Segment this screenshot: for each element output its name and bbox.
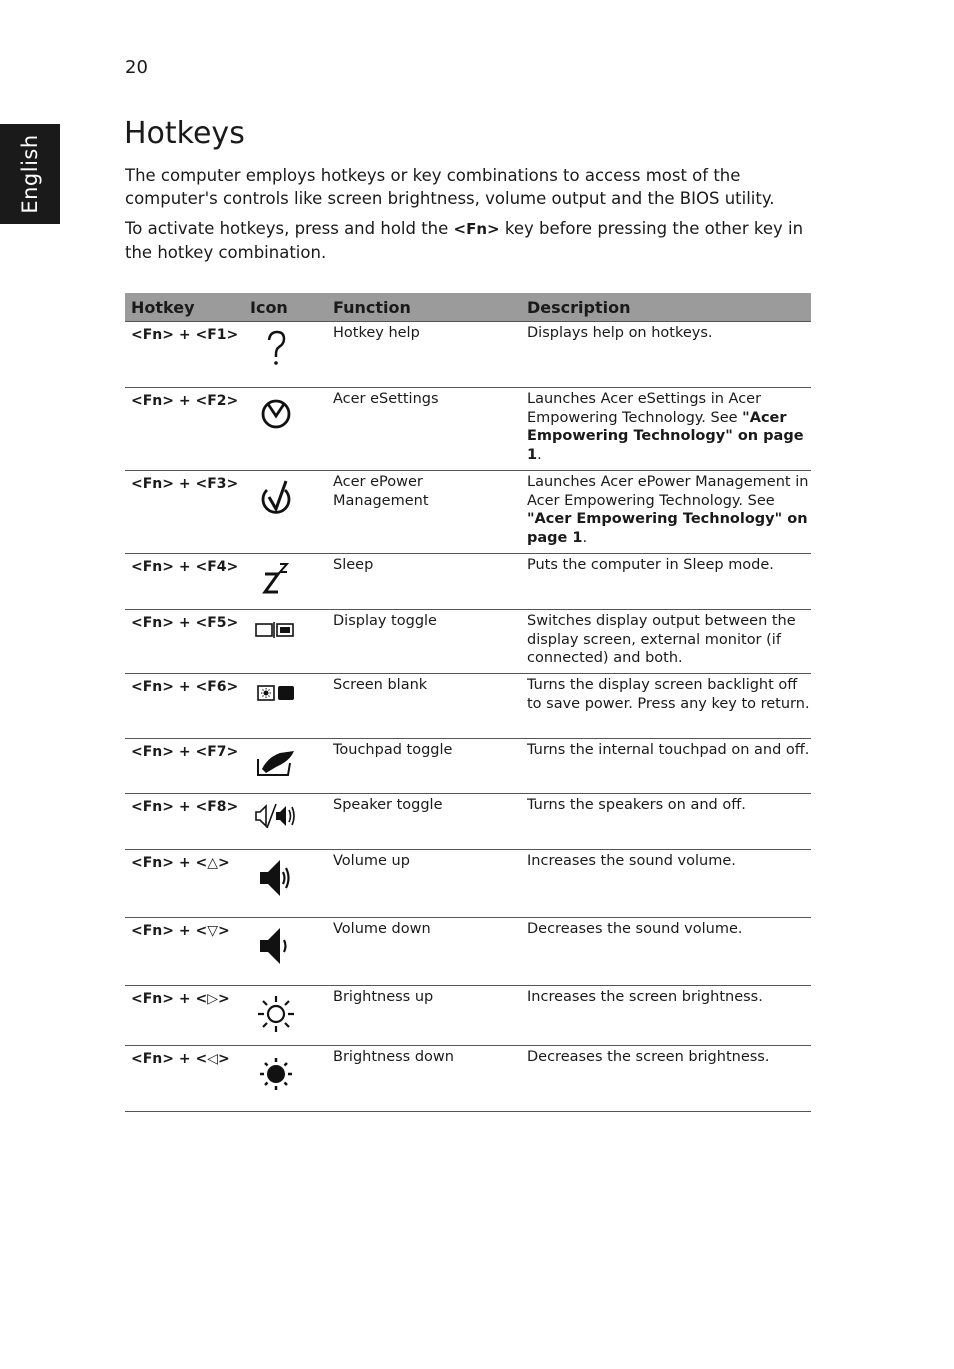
language-side-tab [0,124,60,224]
description-text: Launches Acer eSettings in Acer Empowering Technology. See [527,391,762,426]
function-cell: Touchpad toggle [327,739,521,794]
hotkey-cell: <Fn> + <F4> [125,554,244,610]
fn-key-label: <Fn> [453,220,500,238]
hotkey-cell: <Fn> + <F6> [125,674,244,739]
brightness-up-icon [254,992,298,1036]
hotkey-cell: <Fn> + <▷> [125,986,244,1046]
table-row [125,918,811,986]
page-title: Hotkeys [124,116,245,151]
language-label: English [18,134,42,214]
page-number: 20 [125,57,148,78]
table-row [125,610,811,674]
description-cell: Turns the display screen backlight off to save power. Press any key to return. [521,674,811,739]
description-cell: Turns the internal touchpad on and off. [521,739,811,794]
table-row [125,322,811,388]
esettings-icon [254,394,298,438]
description-cell: Switches display output between the display screen, external monitor (if connected) and both. [521,610,811,674]
intro-paragraph-1: The computer employs hotkeys or key combinations to access most of the computer's controls like screen brightness, volume output and the BIOS utility. [125,166,775,208]
description-cell: Displays help on hotkeys. [521,322,811,388]
function-cell: Display toggle [327,610,521,674]
description-cell [521,471,811,554]
function-cell: Sleep [327,554,521,610]
table-row [125,739,811,794]
description-cell: Increases the sound volume. [521,850,811,918]
table-row [125,850,811,918]
table-row [125,388,811,471]
description-cell: Decreases the sound volume. [521,918,811,986]
function-cell: Hotkey help [327,322,521,388]
question-mark-icon [254,328,298,372]
table-row [125,674,811,739]
epower-icon [254,477,298,521]
hotkey-cell: <Fn> + <F3> [125,471,244,554]
hotkey-cell: <Fn> + <△> [125,850,244,918]
function-cell: Screen blank [327,674,521,739]
hotkey-cell: <Fn> + <▽> [125,918,244,986]
hotkey-cell: <Fn> + <F5> [125,610,244,674]
table-row [125,1046,811,1112]
function-cell: Volume down [327,918,521,986]
volume-up-icon [254,856,298,900]
table-row [125,794,811,850]
function-cell: Acer ePower Management [327,471,521,554]
description-cell: Decreases the screen brightness. [521,1046,811,1112]
hotkey-cell: <Fn> + <F1> [125,322,244,388]
cross-reference: "Acer Empowering Technology" on page 1 [527,511,808,546]
volume-down-icon [254,924,298,968]
description-cell: Increases the screen brightness. [521,986,811,1046]
hotkey-cell: <Fn> + <◁> [125,1046,244,1112]
speaker-toggle-icon [254,800,298,844]
description-cell: Puts the computer in Sleep mode. [521,554,811,610]
intro-text-before: To activate hotkeys, press and hold the [125,219,454,238]
function-cell: Speaker toggle [327,794,521,850]
function-cell: Brightness up [327,986,521,1046]
sleep-icon [254,560,298,604]
display-toggle-icon [254,616,298,660]
description-cell [521,388,811,471]
hotkey-cell: <Fn> + <F8> [125,794,244,850]
header-function: Function [327,293,521,322]
brightness-down-icon [254,1052,298,1096]
description-text: Launches Acer ePower Management in Acer Empowering Technology. See [527,474,809,509]
hotkey-cell: <Fn> + <F7> [125,739,244,794]
function-cell: Acer eSettings [327,388,521,471]
cross-reference: "Acer Empowering Technology" on page 1 [527,409,804,463]
hotkeys-table [125,293,811,1112]
table-header-row [125,293,811,322]
table-row [125,554,811,610]
hotkey-cell: <Fn> + <F2> [125,388,244,471]
description-end: . [537,446,542,463]
intro-paragraph-2 [125,217,815,264]
table-row [125,986,811,1046]
header-icon: Icon [244,293,327,322]
header-description: Description [521,293,811,322]
screen-blank-icon [254,680,298,724]
description-end: . [582,529,588,546]
touchpad-icon [254,745,298,789]
function-cell: Volume up [327,850,521,918]
intro-text-after: key before pressing the other key in the hotkey combination. [125,219,804,262]
function-cell: Brightness down [327,1046,521,1112]
header-hotkey: Hotkey [125,293,244,322]
table-row [125,471,811,554]
description-cell: Turns the speakers on and off. [521,794,811,850]
